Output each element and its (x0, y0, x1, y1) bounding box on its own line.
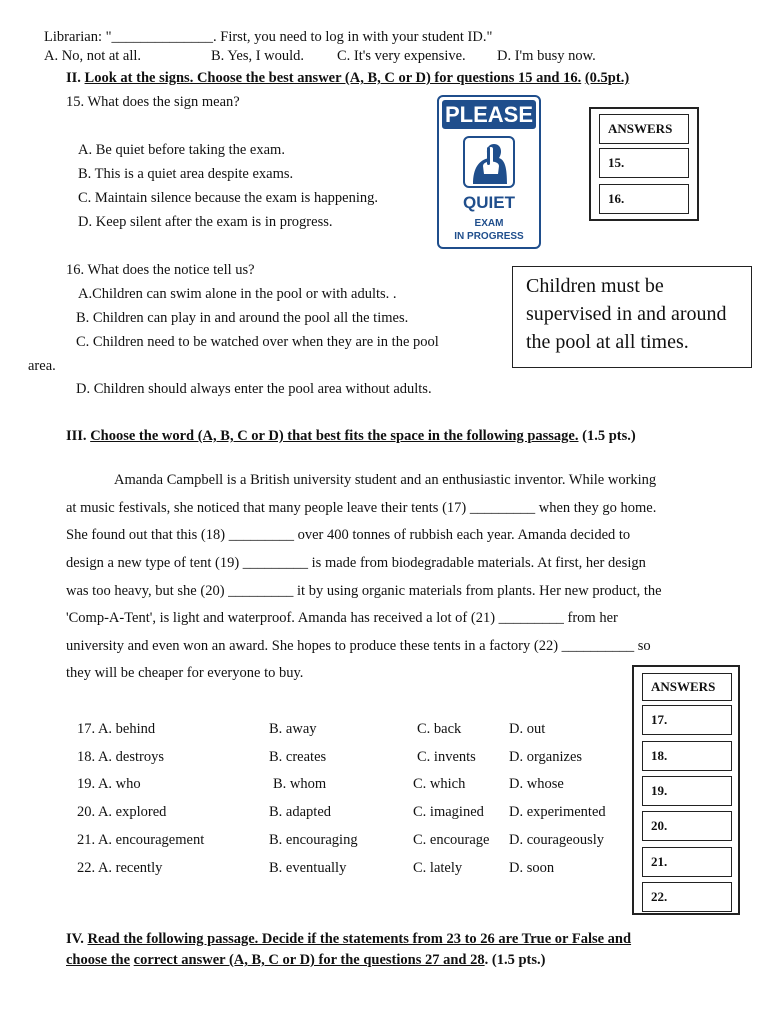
answer-cell-15[interactable]: 15. (599, 148, 689, 178)
answers-title-2: ANSWERS (642, 673, 732, 701)
q14-option-a: A. No, not at all. (44, 48, 142, 64)
section-2-points: (0.5pt.) (584, 70, 630, 86)
sign-in-progress-text: IN PROGRESS (454, 231, 524, 242)
answer-cell-20[interactable]: 20. (642, 811, 732, 841)
notice-line-3: the pool at all times. (526, 331, 689, 353)
answer-cell-16[interactable]: 16. (599, 184, 689, 214)
q15-option-c: C. Maintain silence because the exam is happening. (78, 190, 378, 206)
q16-option-d: D. Children should always enter the pool area without adults. (76, 381, 432, 397)
sign-header (442, 100, 536, 129)
answer-cell-22[interactable]: 22. (642, 882, 732, 912)
q14-stem: Librarian: "______________. First, you need to log in with your student ID." (44, 29, 493, 45)
q19-option-d: D. whose (509, 776, 564, 792)
passage-line-7: university and even won an award. She hopes to produce these tents in a factory (22) __________ so (66, 638, 651, 654)
answer-cell-19[interactable]: 19. (642, 776, 732, 806)
section-4-title-2a: choose the (66, 952, 131, 968)
q14-option-c: C. It's very expensive. (337, 48, 466, 64)
q16-option-c-wrap: area. (28, 358, 56, 374)
answers-box-17-22 (632, 665, 740, 915)
sign-quiet-text: QUIET (463, 193, 515, 212)
section-4-heading-line-1 (66, 931, 631, 948)
q22-option-b: B. eventually (269, 860, 347, 876)
passage-line-3: She found out that this (18) _________ over 400 tonnes of rubbish each year. Amanda decided to (66, 527, 631, 543)
q14-option-b: B. Yes, I would. (211, 48, 305, 64)
section-4-roman: IV. (66, 931, 84, 947)
section-2-roman: II. (66, 70, 81, 86)
section-2-heading (66, 70, 629, 87)
shush-icon (463, 136, 515, 188)
passage-line-8: they will be cheaper for everyone to buy. (66, 665, 304, 681)
passage-line-6: 'Comp-A-Tent', is light and waterproof. Amanda has received a lot of (21) _________ from her (66, 610, 618, 626)
q17-option-c: C. back (417, 721, 462, 737)
q19-option-a: 19. A. who (77, 776, 141, 792)
q21-option-c: C. encourage (413, 832, 490, 848)
q15-option-d: D. Keep silent after the exam is in progress. (78, 214, 333, 230)
passage-line-2: at music festivals, she noticed that many people leave their tents (17) _________ when they go home. (66, 500, 657, 516)
q18-option-c: C. invents (417, 749, 476, 765)
q20-option-c: C. imagined (413, 804, 484, 820)
q20-option-d: D. experimented (509, 804, 606, 820)
passage-line-5: was too heavy, but she (20) _________ it by using organic materials from plants. Her new product, the (66, 583, 662, 599)
q16-stem: 16. What does the notice tell us? (66, 262, 255, 278)
notice-line-1: Children must be (526, 275, 664, 297)
section-4-title-1: Read the following passage. Decide if the statements from 23 to 26 are True or False and (87, 931, 632, 947)
answer-cell-17[interactable]: 17. (642, 705, 732, 735)
q18-option-a: 18. A. destroys (77, 749, 164, 765)
q21-option-d: D. courageously (509, 832, 605, 848)
section-3-title: Choose the word (A, B, C or D) that best fits the space in the following passage. (90, 428, 579, 444)
q21-option-a: 21. A. encouragement (77, 832, 205, 848)
q16-option-c: C. Children need to be watched over when they are in the pool (76, 334, 439, 350)
passage-line-4: design a new type of tent (19) _________ is made from biodegradable materials. At first, her design (66, 555, 646, 571)
q16-option-a: A.Children can swim alone in the pool or with adults. . (78, 286, 397, 302)
section-3-roman: III. (66, 428, 87, 444)
q20-option-b: B. adapted (269, 804, 332, 820)
answers-box-15-16 (589, 107, 699, 221)
q20-option-a: 20. A. explored (77, 804, 167, 820)
q22-option-d: D. soon (509, 860, 555, 876)
answers-title-1: ANSWERS (599, 114, 689, 144)
passage-line-1: Amanda Campbell is a British university student and an enthusiastic inventor. While working (114, 472, 657, 488)
answer-cell-18[interactable]: 18. (642, 741, 732, 771)
q21-option-b: B. encouraging (269, 832, 358, 848)
q14-option-d: D. I'm busy now. (497, 48, 596, 64)
section-2-title: Look at the signs. Choose the best answer (A, B, C or D) for questions 15 and 16. (84, 70, 582, 86)
pool-notice (512, 266, 752, 368)
q17-option-a: 17. A. behind (77, 721, 156, 737)
sign-please-text: PLEASE (444, 102, 534, 127)
q15-stem: 15. What does the sign mean? (66, 94, 240, 110)
q22-option-c: C. lately (413, 860, 463, 876)
sign-exam-text: EXAM (474, 218, 504, 229)
q22-option-a: 22. A. recently (77, 860, 163, 876)
section-3-heading (66, 428, 636, 445)
q19-option-b: B. whom (273, 776, 327, 792)
section-4-title-2b: correct answer (A, B, C or D) for the questions 27 and 28 (133, 952, 485, 968)
q17-option-b: B. away (269, 721, 317, 737)
q18-option-d: D. organizes (509, 749, 583, 765)
q15-option-b: B. This is a quiet area despite exams. (78, 166, 294, 182)
q19-option-c: C. which (413, 776, 466, 792)
notice-line-2: supervised in and around (526, 303, 727, 325)
q16-option-b: B. Children can play in and around the pool all the times. (76, 310, 409, 326)
q17-option-d: D. out (509, 721, 546, 737)
section-3-points: (1.5 pts.) (582, 428, 636, 444)
section-4-heading-line-2 (66, 952, 545, 969)
quiet-sign (437, 95, 541, 249)
q18-option-b: B. creates (269, 749, 327, 765)
q15-option-a: A. Be quiet before taking the exam. (78, 142, 285, 158)
section-4-points: . (1.5 pts.) (484, 952, 546, 968)
answer-cell-21[interactable]: 21. (642, 847, 732, 877)
